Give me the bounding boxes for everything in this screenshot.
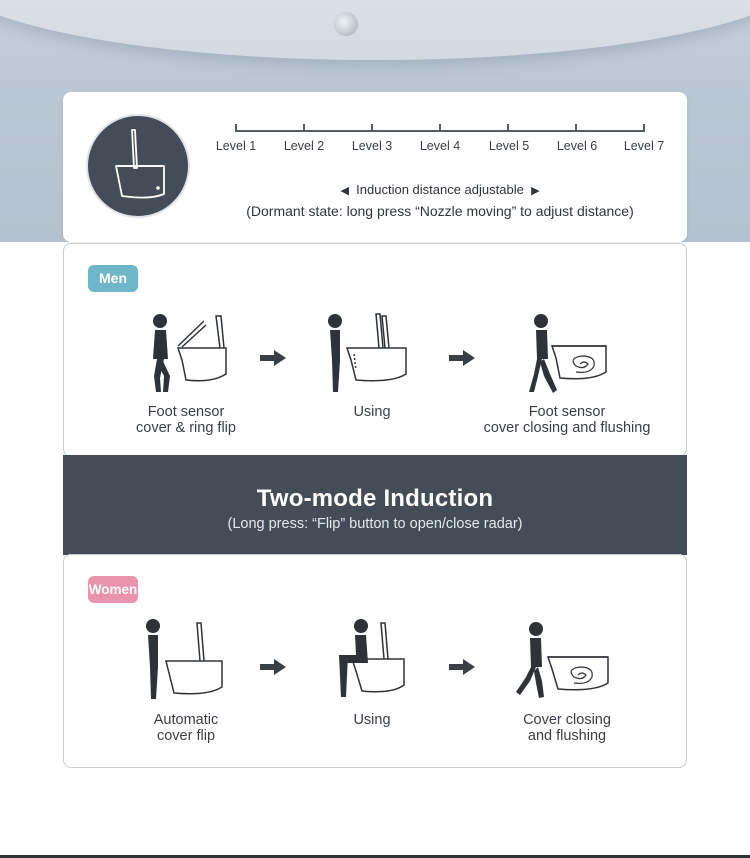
step-line: Automatic	[153, 712, 219, 728]
triangle-left-icon: ◀	[340, 185, 349, 197]
band-subtitle: (Long press: “Flip” button to open/close radar)	[227, 516, 523, 532]
toilet-icon	[88, 116, 188, 216]
person-icon	[146, 619, 160, 699]
women-step-2-label	[272, 712, 472, 728]
triangle-right-icon: ▶	[531, 185, 540, 197]
person-icon	[516, 622, 544, 698]
scale-tick	[303, 124, 305, 132]
scale-tick	[439, 124, 441, 132]
step-line: Foot sensor	[528, 404, 606, 420]
step-line: Cover closing	[523, 712, 611, 728]
scale-tick	[643, 124, 645, 132]
scale-tick	[507, 124, 509, 132]
men-card	[63, 243, 687, 457]
women-step-1-label	[86, 712, 286, 744]
step-line: Foot sensor	[147, 404, 225, 420]
arrow-right-icon	[260, 350, 286, 366]
person-icon	[529, 314, 557, 393]
level-label: Level 7	[623, 139, 665, 153]
adjust-text	[235, 182, 645, 197]
toilet-icon	[347, 314, 406, 381]
arrow-right-icon	[449, 659, 475, 675]
step-line: and flushing	[527, 728, 607, 744]
toilet-bowl-image	[0, 0, 750, 60]
level-label: Level 3	[351, 139, 393, 153]
men-step-1-label	[86, 404, 286, 436]
scale-tick	[235, 124, 237, 132]
men-step-2-label	[272, 404, 472, 420]
level-label: Level 4	[419, 139, 461, 153]
using-standing-figure	[322, 304, 414, 396]
band-title: Two-mode Induction	[256, 485, 494, 512]
step-line: cover closing and flushing	[483, 420, 651, 436]
two-mode-band	[63, 455, 687, 555]
women-step-3-label	[467, 712, 667, 744]
arrow-right-icon	[260, 659, 286, 675]
adjust-label: Induction distance adjustable	[356, 182, 524, 197]
using-seated-figure	[332, 615, 424, 707]
scale-tick	[371, 124, 373, 132]
toilet-icon	[178, 316, 226, 381]
toilet-icon	[548, 657, 608, 690]
level-label: Level 2	[283, 139, 325, 153]
step-line: cover & ring flip	[136, 420, 236, 436]
men-tag: Men	[88, 265, 138, 292]
person-icon	[153, 314, 170, 392]
toilet-avatar	[86, 114, 190, 218]
foot-sensor-flip-figure	[142, 304, 234, 396]
level-label: Level 1	[215, 139, 257, 153]
auto-flip-figure	[138, 615, 230, 707]
women-card	[63, 554, 687, 768]
step-line: Using	[353, 712, 391, 728]
closing-flushing-figure	[526, 304, 618, 396]
toilet-icon	[166, 623, 222, 694]
dormant-note: (Dormant state: long press “Nozzle moving” to adjust distance)	[246, 203, 634, 219]
scale-tick	[575, 124, 577, 132]
toilet-icon	[552, 346, 606, 379]
distance-card	[63, 92, 687, 242]
nozzle-icon	[334, 12, 358, 36]
level-label: Level 6	[556, 139, 598, 153]
women-tag: Women	[88, 576, 138, 603]
arrow-right-icon	[449, 350, 475, 366]
person-icon	[328, 314, 342, 392]
cover-closing-figure	[516, 615, 616, 707]
level-label: Level 5	[488, 139, 530, 153]
men-step-3-label	[457, 404, 677, 436]
step-line: cover flip	[156, 728, 216, 744]
step-line: Using	[353, 404, 391, 420]
